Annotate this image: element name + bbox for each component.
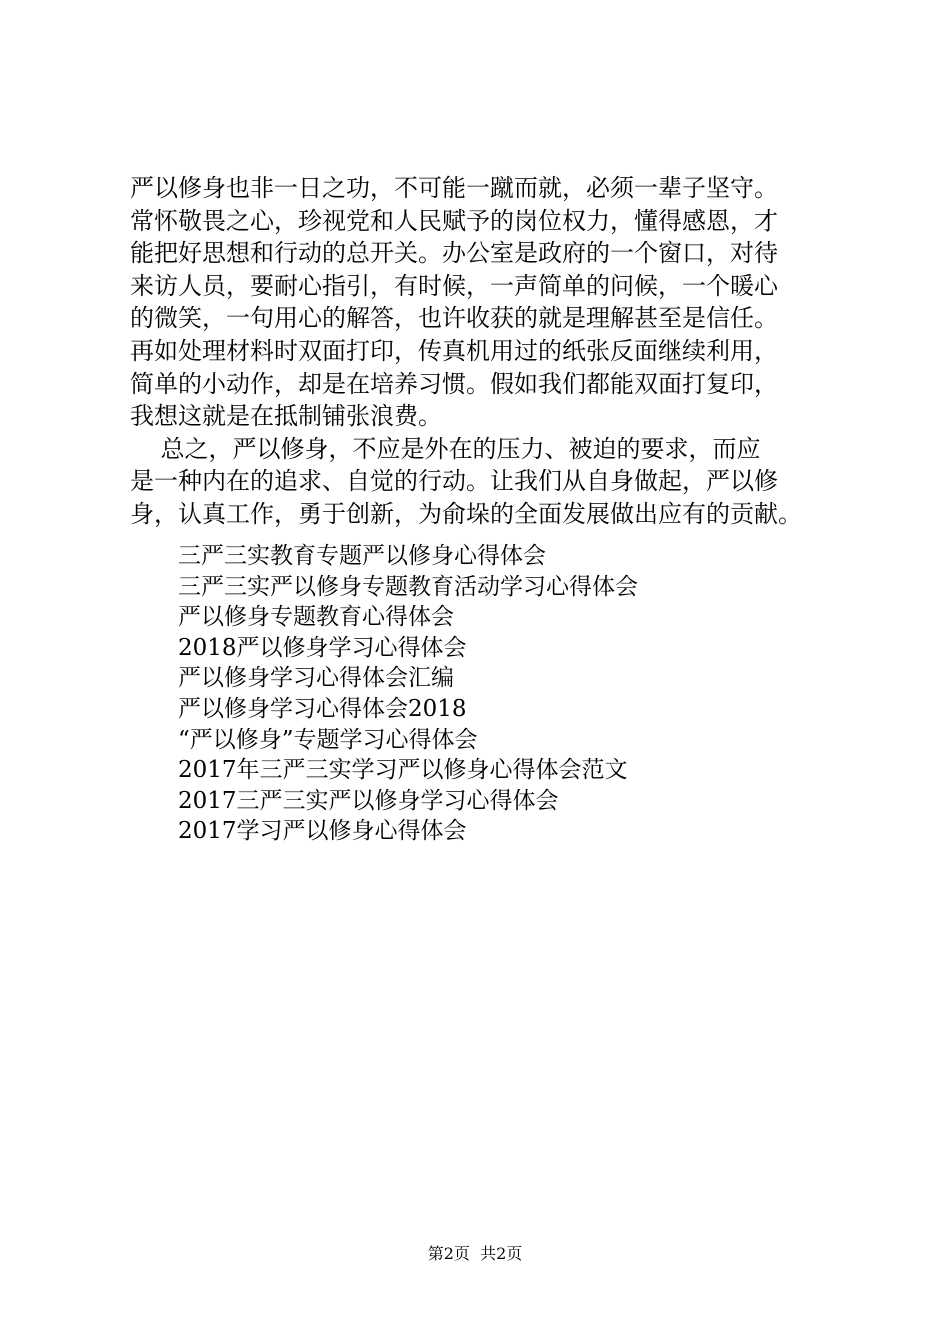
body-line: 常怀敬畏之心，珍视党和人民赋予的岗位权力，懂得感恩，才 xyxy=(130,206,778,235)
related-article-link[interactable]: 2018严以修身学习心得体会 xyxy=(178,634,467,661)
body-line: 我想这就是在抵制铺张浪费。 xyxy=(130,402,442,431)
body-line: 简单的小动作，却是在培养习惯。假如我们都能双面打复印， xyxy=(130,369,778,398)
related-article-link[interactable]: 三严三实教育专题严以修身心得体会 xyxy=(178,543,546,569)
body-line: 身，认真工作，勇于创新，为俞垛的全面发展做出应有的贡献。 xyxy=(130,499,802,528)
body-line: 严以修身也非一日之功，不可能一蹴而就，必须一辈子坚守。 xyxy=(130,174,778,202)
body-line: 的微笑，一句用心的解答，也许收获的就是理解甚至是信任。 xyxy=(130,304,778,333)
body-line: 能把好思想和行动的总开关。办公室是政府的一个窗口，对待 xyxy=(130,239,778,268)
body-line: 是一种内在的追求、自觉的行动。让我们从自身做起，严以修 xyxy=(130,467,778,496)
page-number-label: 第2页 共2页 xyxy=(427,1244,523,1263)
related-article-link[interactable]: “严以修身”专题学习心得体会 xyxy=(178,726,478,753)
related-article-link[interactable]: 严以修身专题教育心得体会 xyxy=(178,604,454,631)
related-articles-list xyxy=(178,541,798,847)
related-article-link[interactable]: 2017年三严三实学习严以修身心得体会范文 xyxy=(178,757,628,784)
body-text xyxy=(130,172,830,531)
body-line: 总之，严以修身，不应是外在的压力、被迫的要求，而应 xyxy=(130,434,761,463)
related-article-link[interactable]: 严以修身学习心得体会汇编 xyxy=(178,665,454,692)
related-article-link[interactable]: 三严三实严以修身专题教育活动学习心得体会 xyxy=(178,573,638,600)
related-article-link[interactable]: 2017学习严以修身心得体会 xyxy=(178,818,467,845)
page-footer xyxy=(0,1244,950,1264)
body-line: 再如处理材料时双面打印，传真机用过的纸张反面继续利用， xyxy=(130,336,778,365)
related-article-link[interactable]: 2017三严三实严以修身学习心得体会 xyxy=(178,787,559,814)
body-line: 来访人员，要耐心指引，有时候，一声简单的问候，一个暖心 xyxy=(130,271,778,300)
related-article-link[interactable]: 严以修身学习心得体会2018 xyxy=(178,695,467,722)
